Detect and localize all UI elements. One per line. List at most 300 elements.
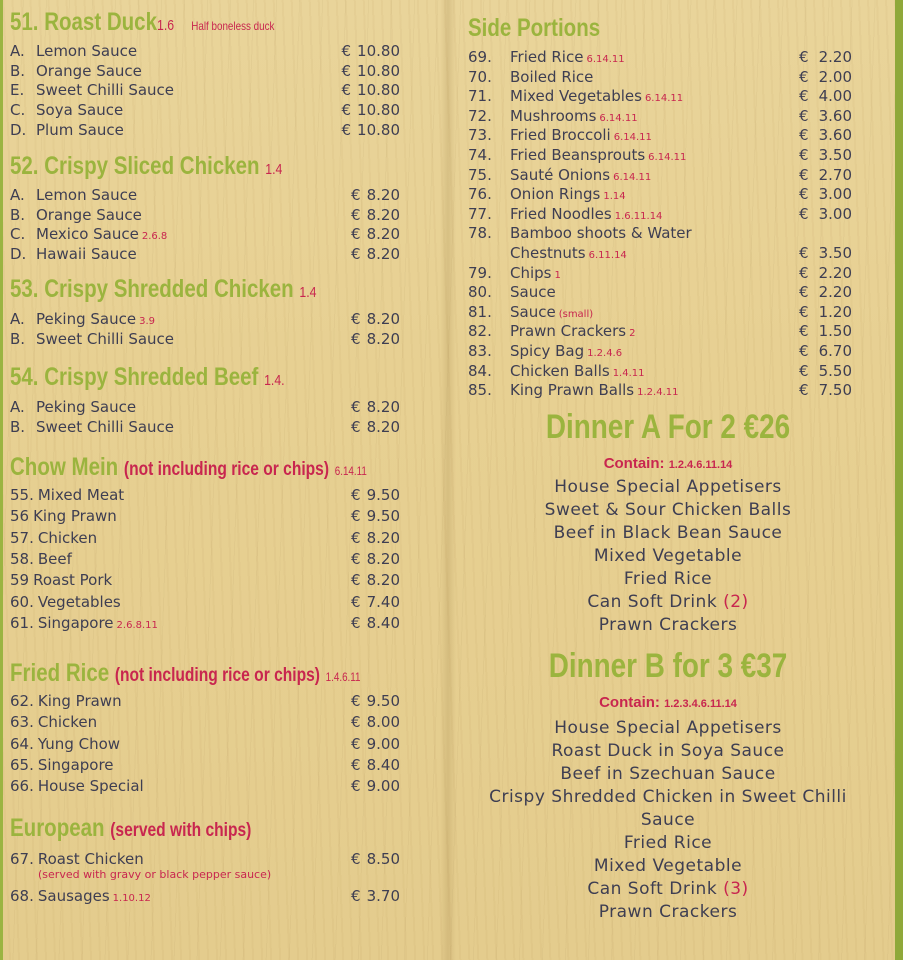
price-value: 3.60 [818, 106, 852, 125]
right-edge-strip [895, 0, 903, 960]
allergen-codes: 1.2.4.11 [637, 387, 679, 399]
item-name: Chicken [37, 713, 98, 732]
item-code: 70. [468, 67, 492, 86]
item-name: Orange Sauce [36, 205, 142, 224]
menu-item-row [10, 550, 400, 570]
section-subtitle: (not including rice or chips) [123, 459, 330, 480]
currency-symbol: € [351, 850, 361, 868]
item-code: 57. [10, 528, 34, 547]
item-code: 69. [468, 48, 492, 66]
menu-item-row [10, 692, 400, 712]
section-name: Side Portions [468, 14, 601, 42]
currency-symbol: € [351, 592, 361, 611]
menu-item-row [10, 614, 400, 634]
item-name: Yung Chow [37, 734, 121, 753]
price-value: 2.00 [818, 67, 852, 86]
menu-item-row [10, 756, 400, 776]
allergen-codes: 1 [554, 269, 561, 281]
dinner-line: Prawn Crackers [598, 902, 738, 922]
currency-symbol: € [351, 507, 361, 526]
side-item-row [468, 126, 852, 146]
item-code: 55. [10, 486, 34, 504]
allergen-codes: 6.14.11 [613, 171, 652, 183]
item-name: Fried Noodles [510, 204, 612, 223]
item-code: 77. [468, 204, 492, 223]
item-price [351, 756, 400, 774]
dinner-drink-line [468, 592, 868, 612]
currency-symbol: € [341, 61, 352, 80]
item-name: Soya Sauce [36, 101, 124, 120]
section-name: European [10, 814, 105, 842]
item-name: Vegetables [37, 592, 121, 611]
item-price [342, 62, 401, 80]
item-name: Lemon Sauce [36, 42, 138, 60]
currency-symbol: € [351, 755, 361, 774]
item-name: Roast Chicken [37, 850, 144, 868]
section-number: 51. [10, 8, 39, 36]
item-name: Chicken Balls [510, 361, 610, 380]
item-price [799, 283, 852, 301]
side-item-row [468, 146, 852, 166]
section-title-crispy-shredded-chicken [10, 275, 317, 304]
dinner-line: Mixed Vegetable [593, 856, 743, 876]
item-name: Chicken [37, 528, 98, 547]
item-price [799, 146, 852, 164]
side-item-row [468, 322, 852, 342]
item-code: 76. [468, 185, 492, 204]
allergen-codes: 1.6 [156, 17, 175, 34]
currency-symbol: € [799, 48, 809, 66]
allergen-codes: 3.9 [139, 316, 155, 327]
item-name: Fried Beansprouts [510, 146, 646, 164]
menu-item-row [10, 735, 400, 755]
currency-symbol: € [351, 692, 361, 710]
item-code: B. [10, 417, 26, 436]
price-value: 8.50 [366, 850, 400, 868]
section-name: Crispy Shredded Beef [44, 363, 259, 391]
item-name: King Prawn Balls [510, 381, 635, 400]
currency-symbol: € [799, 342, 809, 360]
currency-symbol: € [351, 186, 361, 204]
item-code: 80. [468, 283, 492, 302]
item-name: House Special [37, 777, 144, 796]
currency-symbol: € [799, 204, 809, 223]
item-name: Sweet Chilli Sauce [36, 417, 175, 436]
item-price [351, 614, 400, 632]
currency-symbol: € [351, 777, 361, 796]
drink-label: Can Soft Drink [587, 592, 718, 612]
price-value: 8.20 [366, 417, 400, 436]
item-name: Beef [37, 549, 72, 568]
item-code: B. [10, 329, 26, 348]
price-value: 2.70 [818, 165, 852, 184]
item-price [351, 692, 400, 710]
side-item-row [468, 87, 852, 107]
price-value: 8.00 [366, 713, 400, 732]
menu-item-row [10, 593, 400, 613]
drink-quantity: (3) [723, 879, 749, 899]
currency-symbol: € [799, 67, 809, 86]
item-name: Plum Sauce [36, 120, 124, 139]
side-item-row [468, 303, 852, 323]
item-price [351, 850, 400, 868]
dinner-contain [468, 455, 868, 472]
item-price [799, 126, 852, 144]
item-name: Mexico Sauce [36, 225, 139, 244]
section-name: Crispy Shredded Chicken [44, 275, 294, 303]
item-code: 59 [10, 571, 30, 590]
item-price [799, 303, 852, 321]
menu-item-row [10, 42, 400, 62]
side-item-row [468, 381, 852, 401]
item-code: 71. [468, 87, 492, 106]
item-code: 65. [10, 755, 34, 774]
side-item-row [468, 244, 852, 264]
item-price [799, 185, 852, 203]
item-price [351, 330, 400, 348]
allergen-codes: 6.14.11 [613, 132, 652, 144]
item-code: D. [10, 245, 27, 264]
currency-symbol: € [341, 42, 352, 60]
item-code: 79. [468, 263, 492, 282]
item-price [351, 529, 400, 547]
allergen-codes: 1.10.12 [112, 893, 151, 904]
item-price [342, 121, 401, 139]
allergen-codes: 2.6.8.11 [116, 619, 158, 631]
dinner-drink-line [468, 879, 868, 899]
menu-item-row [10, 62, 400, 82]
item-price [799, 342, 852, 360]
item-price [351, 186, 400, 204]
price-value: 2.20 [818, 48, 852, 66]
dinner-line: Prawn Crackers [598, 615, 738, 635]
item-code: 58. [10, 549, 34, 568]
menu-item-row [10, 398, 400, 418]
menu-item-row [10, 486, 400, 506]
menu-item-row [10, 887, 400, 907]
section-title-side-portions [468, 14, 600, 43]
currency-symbol: € [351, 417, 361, 436]
section-name: Fried Rice [10, 659, 110, 687]
item-name: Roast Pork [33, 571, 113, 590]
item-code: E. [10, 81, 25, 100]
price-value: 8.20 [366, 245, 400, 264]
item-price [799, 87, 852, 105]
currency-symbol: € [351, 205, 361, 224]
item-name: Mixed Meat [37, 486, 125, 504]
currency-symbol: € [351, 887, 361, 905]
item-code: 73. [468, 126, 492, 145]
menu-item-row [10, 571, 400, 591]
section-subtitle: (served with chips) [110, 820, 252, 841]
item-name: Peking Sauce [36, 310, 137, 328]
side-item-row [468, 264, 852, 284]
item-price [351, 486, 400, 504]
section-title-european [10, 814, 251, 843]
allergen-codes: 6.14.11 [586, 54, 625, 65]
item-name: Orange Sauce [36, 61, 142, 80]
currency-symbol: € [351, 225, 361, 244]
item-code: A. [10, 398, 25, 416]
dinner-line: Roast Duck in Soya Sauce [551, 741, 785, 761]
item-code: 85. [468, 381, 492, 400]
item-code: 61. [10, 613, 34, 632]
dinner-title: Dinner A For 2 €26 [545, 408, 791, 446]
item-price [351, 550, 400, 568]
section-name: Crispy Sliced Chicken [44, 152, 260, 180]
currency-symbol: € [799, 361, 809, 380]
item-price [351, 206, 400, 224]
price-value: 7.50 [818, 381, 852, 400]
dinner-line: Sauce [640, 810, 696, 830]
price-value: 1.20 [818, 302, 852, 321]
price-value: 8.20 [366, 310, 400, 328]
dinner-line: Beef in Szechuan Sauce [560, 764, 776, 784]
price-value: 9.50 [366, 486, 400, 504]
price-value: 10.80 [357, 81, 400, 100]
allergen-codes: 1.4. [264, 372, 285, 389]
dinner-title: Dinner B for 3 €37 [548, 647, 788, 685]
page-fold [440, 0, 456, 960]
section-title-roast-duck [10, 8, 274, 37]
item-price [799, 362, 852, 380]
menu-item-row [10, 81, 400, 101]
currency-symbol: € [351, 245, 361, 264]
allergen-codes: 6.14.11 [599, 112, 638, 124]
currency-symbol: € [351, 549, 361, 568]
currency-symbol: € [341, 101, 352, 120]
item-price [351, 887, 400, 905]
menu-item-row [10, 225, 400, 245]
dinner-line: Beef in Black Bean Sauce [553, 523, 783, 543]
item-code: 72. [468, 106, 492, 125]
currency-symbol: € [351, 329, 361, 348]
menu-item-row [10, 310, 400, 330]
item-code: 60. [10, 592, 34, 611]
dinner-line: Crispy Shredded Chicken in Sweet Chilli [489, 787, 847, 807]
item-price [351, 418, 400, 436]
drink-quantity: (2) [723, 592, 749, 612]
price-value: 9.50 [366, 507, 400, 526]
item-name: Chips [510, 263, 552, 282]
dinner-line: Sweet & Sour Chicken Balls [544, 500, 792, 520]
price-value: 7.40 [366, 592, 400, 611]
currency-symbol: € [351, 713, 361, 732]
item-code: 78. [468, 224, 492, 243]
allergen-codes: 1.4 [299, 284, 317, 301]
item-name: Onion Rings [510, 185, 601, 204]
price-value: 8.40 [366, 613, 400, 632]
allergen-codes: 1.4 [265, 161, 283, 178]
currency-symbol: € [351, 398, 361, 416]
side-item-row [468, 205, 852, 225]
item-name: Lemon Sauce [36, 186, 138, 204]
item-price [799, 244, 852, 262]
item-note: (served with gravy or black pepper sauce) [38, 868, 272, 881]
item-code: 56 [10, 507, 30, 526]
item-code: 83. [468, 342, 492, 360]
contain-label: Contain: [603, 455, 665, 472]
item-code: 64. [10, 734, 34, 753]
price-value: 8.20 [366, 398, 400, 416]
menu-item-row [10, 529, 400, 549]
item-name: Sauté Onions [510, 165, 611, 184]
currency-symbol: € [351, 486, 361, 504]
menu-item-row [10, 121, 400, 141]
item-code: 84. [468, 361, 492, 380]
price-value: 3.00 [818, 204, 852, 223]
price-value: 6.70 [818, 342, 852, 360]
price-value: 8.20 [366, 205, 400, 224]
item-code: 74. [468, 146, 492, 164]
item-price [799, 68, 852, 86]
currency-symbol: € [799, 165, 809, 184]
allergen-codes: 2 [629, 328, 636, 340]
item-price [799, 205, 852, 223]
currency-symbol: € [351, 571, 361, 590]
price-value: 10.80 [357, 101, 400, 120]
item-name: Fried Rice [510, 48, 584, 66]
item-code: B. [10, 205, 26, 224]
side-item-row [468, 224, 852, 244]
item-name: Prawn Crackers [510, 322, 627, 341]
side-item-row [468, 185, 852, 205]
currency-symbol: € [351, 613, 361, 632]
item-code: B. [10, 61, 26, 80]
side-item-row [468, 68, 852, 88]
section-title-crispy-shredded-beef [10, 363, 285, 392]
item-price [351, 777, 400, 795]
section-number: 54. [10, 363, 39, 391]
currency-symbol: € [799, 263, 809, 282]
price-value: 8.20 [366, 571, 400, 590]
dinner-line: Fried Rice [623, 569, 713, 589]
item-name: Fried Broccoli [510, 126, 611, 145]
price-value: 1.50 [818, 322, 852, 341]
currency-symbol: € [799, 322, 809, 341]
section-name: Roast Duck [44, 8, 157, 36]
side-item-row [468, 362, 852, 382]
item-code: D. [10, 120, 27, 139]
item-price [351, 225, 400, 243]
price-value: 3.50 [818, 146, 852, 164]
currency-symbol: € [799, 106, 809, 125]
currency-symbol: € [799, 302, 809, 321]
item-name: Hawaii Sauce [36, 245, 137, 264]
item-name: Mixed Vegetables [510, 87, 642, 106]
item-code: A. [10, 42, 25, 60]
item-name: Singapore [37, 613, 114, 632]
item-price [799, 264, 852, 282]
allergen-codes: 1.2.3.4.6.11.14 [664, 698, 737, 710]
side-item-row [468, 342, 852, 362]
item-price [351, 310, 400, 328]
price-value: 9.00 [366, 777, 400, 796]
allergen-codes: 1.14 [603, 191, 626, 203]
allergen-codes: 1.6.11.14 [614, 210, 663, 222]
item-price [342, 81, 401, 99]
item-price [799, 166, 852, 184]
allergen-codes: 2.6.8 [141, 231, 168, 243]
allergen-codes: 1.4.11 [612, 367, 645, 379]
currency-symbol: € [341, 120, 352, 139]
price-value: 2.20 [818, 263, 852, 282]
dinner-line: Mixed Vegetable [593, 546, 743, 566]
dinner-line: Fried Rice [623, 833, 713, 853]
price-value: 9.50 [366, 692, 400, 710]
currency-symbol: € [799, 381, 809, 400]
currency-symbol: € [351, 310, 361, 328]
item-code: A. [10, 310, 25, 328]
price-value: 3.50 [818, 244, 852, 262]
item-code: 62. [10, 692, 34, 710]
item-name: Mushrooms [510, 106, 597, 125]
section-title-chow-mein [10, 453, 367, 482]
allergen-codes: 6.14.11 [648, 152, 687, 163]
contain-label: Contain: [599, 694, 660, 711]
price-value: 10.80 [357, 120, 400, 139]
item-name: King Prawn [37, 692, 122, 710]
dinner-contain [468, 694, 868, 711]
price-value: 3.60 [818, 126, 852, 145]
menu-item-row [10, 245, 400, 265]
allergen-codes: (small) [558, 308, 594, 320]
item-code: 82. [468, 322, 492, 341]
currency-symbol: € [341, 81, 352, 100]
allergen-codes: 1.4.6.11 [325, 670, 361, 684]
item-code: 63. [10, 713, 34, 732]
item-name: King Prawn [33, 507, 117, 526]
menu-item-row [10, 418, 400, 438]
price-value: 3.70 [366, 887, 400, 905]
allergen-codes: 1.2.4.6 [587, 348, 623, 359]
currency-symbol: € [799, 185, 809, 204]
item-price [342, 42, 401, 60]
item-name: Chestnuts [510, 244, 586, 262]
price-value: 5.50 [818, 361, 852, 380]
side-item-row [468, 48, 852, 68]
section-note: Half boneless duck [191, 19, 275, 33]
drink-label: Can Soft Drink [587, 879, 718, 899]
dinner-line: House Special Appetisers [554, 718, 782, 738]
price-value: 10.80 [357, 42, 400, 60]
item-code: 75. [468, 165, 492, 184]
price-value: 2.20 [818, 283, 852, 302]
item-name: Peking Sauce [36, 398, 137, 416]
item-code: 68. [10, 887, 34, 905]
item-price [799, 381, 852, 399]
item-price [351, 398, 400, 416]
menu-item-row [10, 713, 400, 733]
item-name: Sausages [37, 887, 110, 905]
price-value: 8.20 [366, 528, 400, 547]
item-name: Sweet Chilli Sauce [36, 329, 175, 348]
side-item-row [468, 107, 852, 127]
item-code: 81. [468, 302, 492, 321]
price-value: 8.40 [366, 755, 400, 774]
item-price [351, 713, 400, 731]
currency-symbol: € [351, 734, 361, 753]
price-value: 9.00 [366, 734, 400, 753]
item-price [351, 735, 400, 753]
item-name: Spicy Bag [510, 342, 585, 360]
menu-item-row [10, 507, 400, 527]
item-name: Boiled Rice [510, 67, 594, 86]
price-value: 8.20 [366, 549, 400, 568]
item-price [351, 593, 400, 611]
currency-symbol: € [799, 283, 809, 302]
item-code: 66. [10, 777, 34, 796]
